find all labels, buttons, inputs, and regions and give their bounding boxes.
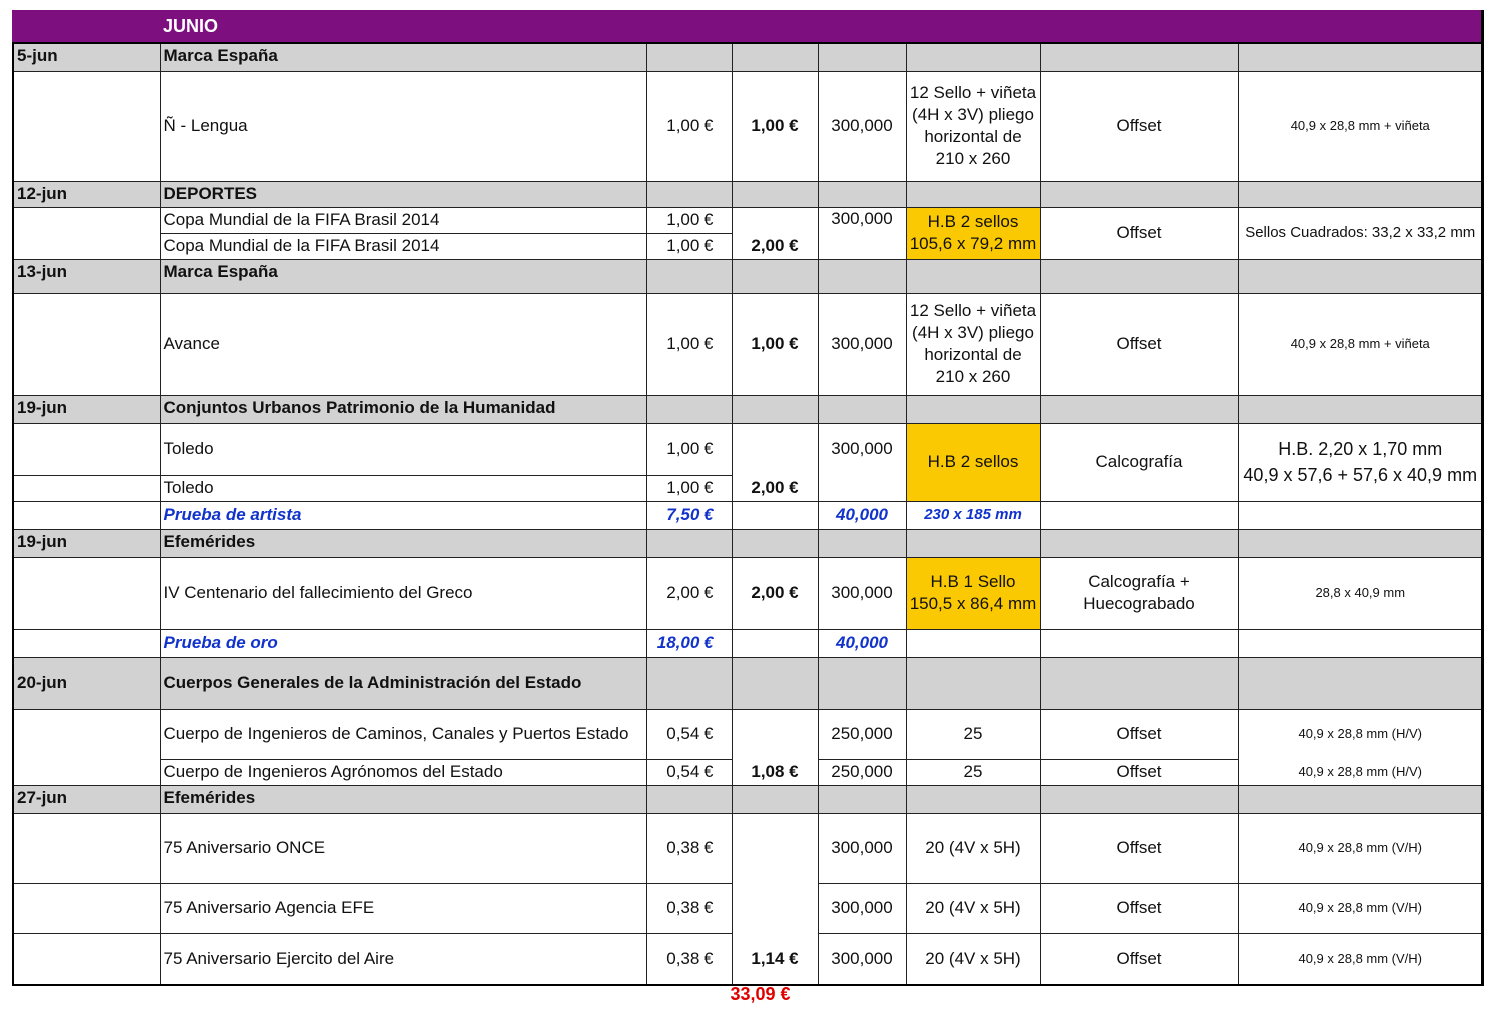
face-value: 0,38 € <box>646 883 732 933</box>
stamp-size: 40,9 x 28,8 mm (H/V) <box>1238 759 1483 785</box>
print-run: 250,000 <box>818 709 906 759</box>
table-row <box>13 933 1483 985</box>
face-value: 0,54 € <box>646 709 732 759</box>
month-title: JUNIO <box>163 16 219 36</box>
issue-date: 27-jun <box>13 785 160 813</box>
sheet-format: H.B 1 Sello 150,5 x 86,4 mm <box>906 557 1040 629</box>
issue-date: 13-jun <box>13 259 160 293</box>
proof-format: 230 x 185 mm <box>906 501 1040 529</box>
table-row <box>13 293 1483 395</box>
table-row <box>13 813 1483 883</box>
section-header-row <box>13 181 1483 207</box>
stamp-size-line-2: 40,9 x 57,6 + 57,6 x 40,9 mm <box>1243 465 1478 485</box>
stamp-issues-table <box>12 42 1484 986</box>
face-value: 1,00 € <box>646 423 732 475</box>
stamp-size: 40,9 x 28,8 mm (H/V) <box>1238 709 1483 759</box>
sheet-format: 12 Sello + viñeta (4H x 3V) pliego horizontal de 210 x 260 <box>906 293 1040 395</box>
proof-print-run: 40,000 <box>818 501 906 529</box>
table-row <box>13 207 1483 233</box>
stamp-name: 75 Aniversario Ejercito del Aire <box>160 933 646 985</box>
face-value: 1,00 € <box>646 207 732 233</box>
sheet-format: 12 Sello + viñeta (4H x 3V) pliego horizontal de 210 x 260 <box>906 71 1040 181</box>
sheet-format: H.B 2 sellos 105,6 x 79,2 mm <box>906 207 1040 259</box>
print-method: Offset <box>1040 71 1238 181</box>
stamp-name: Ñ - Lengua <box>160 71 646 181</box>
section-title: Cuerpos Generales de la Administración del Estado <box>160 657 646 709</box>
stamp-name: Copa Mundial de la FIFA Brasil 2014 <box>160 207 646 233</box>
print-method: Offset <box>1040 933 1238 985</box>
print-run: 300,000 <box>818 933 906 985</box>
section-title: Efemérides <box>160 785 646 813</box>
face-value: 1,00 € <box>646 71 732 181</box>
print-method: Offset <box>1040 207 1238 259</box>
section-title: DEPORTES <box>160 181 646 207</box>
stamp-size: 40,9 x 28,8 mm (V/H) <box>1238 813 1483 883</box>
print-run: 300,000 <box>818 71 906 181</box>
section-header-row <box>13 43 1483 71</box>
sheet-format: H.B 2 sellos <box>906 423 1040 501</box>
stamp-size: 40,9 x 28,8 mm (V/H) <box>1238 933 1483 985</box>
stamp-name: 75 Aniversario Agencia EFE <box>160 883 646 933</box>
section-title: Marca España <box>160 259 646 293</box>
table-row <box>13 501 1483 529</box>
print-method: Calcografía <box>1040 423 1238 501</box>
stamp-size: Sellos Cuadrados: 33,2 x 33,2 mm <box>1238 207 1483 259</box>
stamp-name: Toledo <box>160 475 646 501</box>
stamp-name: 75 Aniversario ONCE <box>160 813 646 883</box>
face-value: 1,00 € <box>646 475 732 501</box>
month-header-bar <box>12 10 1484 42</box>
print-run: 300,000 <box>818 557 906 629</box>
stamp-name: Avance <box>160 293 646 395</box>
stamp-size-line-1: H.B. 2,20 x 1,70 mm <box>1278 439 1443 459</box>
issue-date: 19-jun <box>13 529 160 557</box>
face-value: 0,38 € <box>646 813 732 883</box>
print-run: 300,000 <box>818 883 906 933</box>
issue-total: 2,00 € <box>732 475 818 501</box>
proof-price: 7,50 € <box>646 501 732 529</box>
print-method: Offset <box>1040 709 1238 759</box>
face-value: 0,54 € <box>646 759 732 785</box>
proof-name: Prueba de artista <box>160 501 646 529</box>
sheet-format: 20 (4V x 5H) <box>906 813 1040 883</box>
sheet-format: 20 (4V x 5H) <box>906 883 1040 933</box>
grand-total: 33,09 € <box>730 984 791 1004</box>
table-row <box>13 883 1483 933</box>
issue-total: 2,00 € <box>732 233 818 259</box>
print-run: 300,000 <box>818 293 906 395</box>
table-row <box>13 629 1483 657</box>
stamp-size: 40,9 x 28,8 mm (V/H) <box>1238 883 1483 933</box>
stamp-name: Toledo <box>160 423 646 475</box>
issue-date: 19-jun <box>13 395 160 423</box>
print-run: 300,000 <box>818 207 906 259</box>
print-run: 250,000 <box>818 759 906 785</box>
stamp-size: 40,9 x 28,8 mm + viñeta <box>1238 71 1483 181</box>
face-value: 0,38 € <box>646 933 732 985</box>
face-value: 1,00 € <box>646 293 732 395</box>
stamp-name: Cuerpo de Ingenieros de Caminos, Canales y Puertos Estado <box>160 709 646 759</box>
table-row <box>13 709 1483 759</box>
proof-price: 18,00 € <box>646 629 732 657</box>
print-method: Offset <box>1040 759 1238 785</box>
table-row <box>13 71 1483 181</box>
section-header-row <box>13 657 1483 709</box>
print-method: Offset <box>1040 883 1238 933</box>
print-method: Offset <box>1040 293 1238 395</box>
face-value: 2,00 € <box>646 557 732 629</box>
table-row <box>13 759 1483 785</box>
print-run: 300,000 <box>818 423 906 501</box>
issue-total: 2,00 € <box>732 557 818 629</box>
issue-date: 20-jun <box>13 657 160 709</box>
issue-date: 12-jun <box>13 181 160 207</box>
issue-date: 5-jun <box>13 43 160 71</box>
issue-total: 1,14 € <box>732 933 818 985</box>
print-run: 300,000 <box>818 813 906 883</box>
sheet-format: 25 <box>906 759 1040 785</box>
table-row <box>13 557 1483 629</box>
stamp-size: 40,9 x 28,8 mm + viñeta <box>1238 293 1483 395</box>
proof-name: Prueba de oro <box>160 629 646 657</box>
section-header-row <box>13 395 1483 423</box>
sheet-format: 25 <box>906 709 1040 759</box>
proof-print-run: 40,000 <box>818 629 906 657</box>
issue-total: 1,00 € <box>732 71 818 181</box>
section-title: Conjuntos Urbanos Patrimonio de la Humanidad <box>160 395 646 423</box>
right-border <box>1481 10 1484 985</box>
section-header-row <box>13 785 1483 813</box>
section-header-row <box>13 259 1483 293</box>
table-row <box>13 423 1483 475</box>
issue-total: 1,08 € <box>732 759 818 785</box>
issue-total: 1,00 € <box>732 293 818 395</box>
section-title: Marca España <box>160 43 646 71</box>
face-value: 1,00 € <box>646 233 732 259</box>
stamp-size <box>1238 423 1483 501</box>
stamp-size: 28,8 x 40,9 mm <box>1238 557 1483 629</box>
print-method: Calcografía + Huecograbado <box>1040 557 1238 629</box>
stamp-name: Copa Mundial de la FIFA Brasil 2014 <box>160 233 646 259</box>
sheet-format: 20 (4V x 5H) <box>906 933 1040 985</box>
section-header-row <box>13 529 1483 557</box>
print-method: Offset <box>1040 813 1238 883</box>
stamp-name: IV Centenario del fallecimiento del Greco <box>160 557 646 629</box>
section-title: Efemérides <box>160 529 646 557</box>
stamp-name: Cuerpo de Ingenieros Agrónomos del Estado <box>160 759 646 785</box>
